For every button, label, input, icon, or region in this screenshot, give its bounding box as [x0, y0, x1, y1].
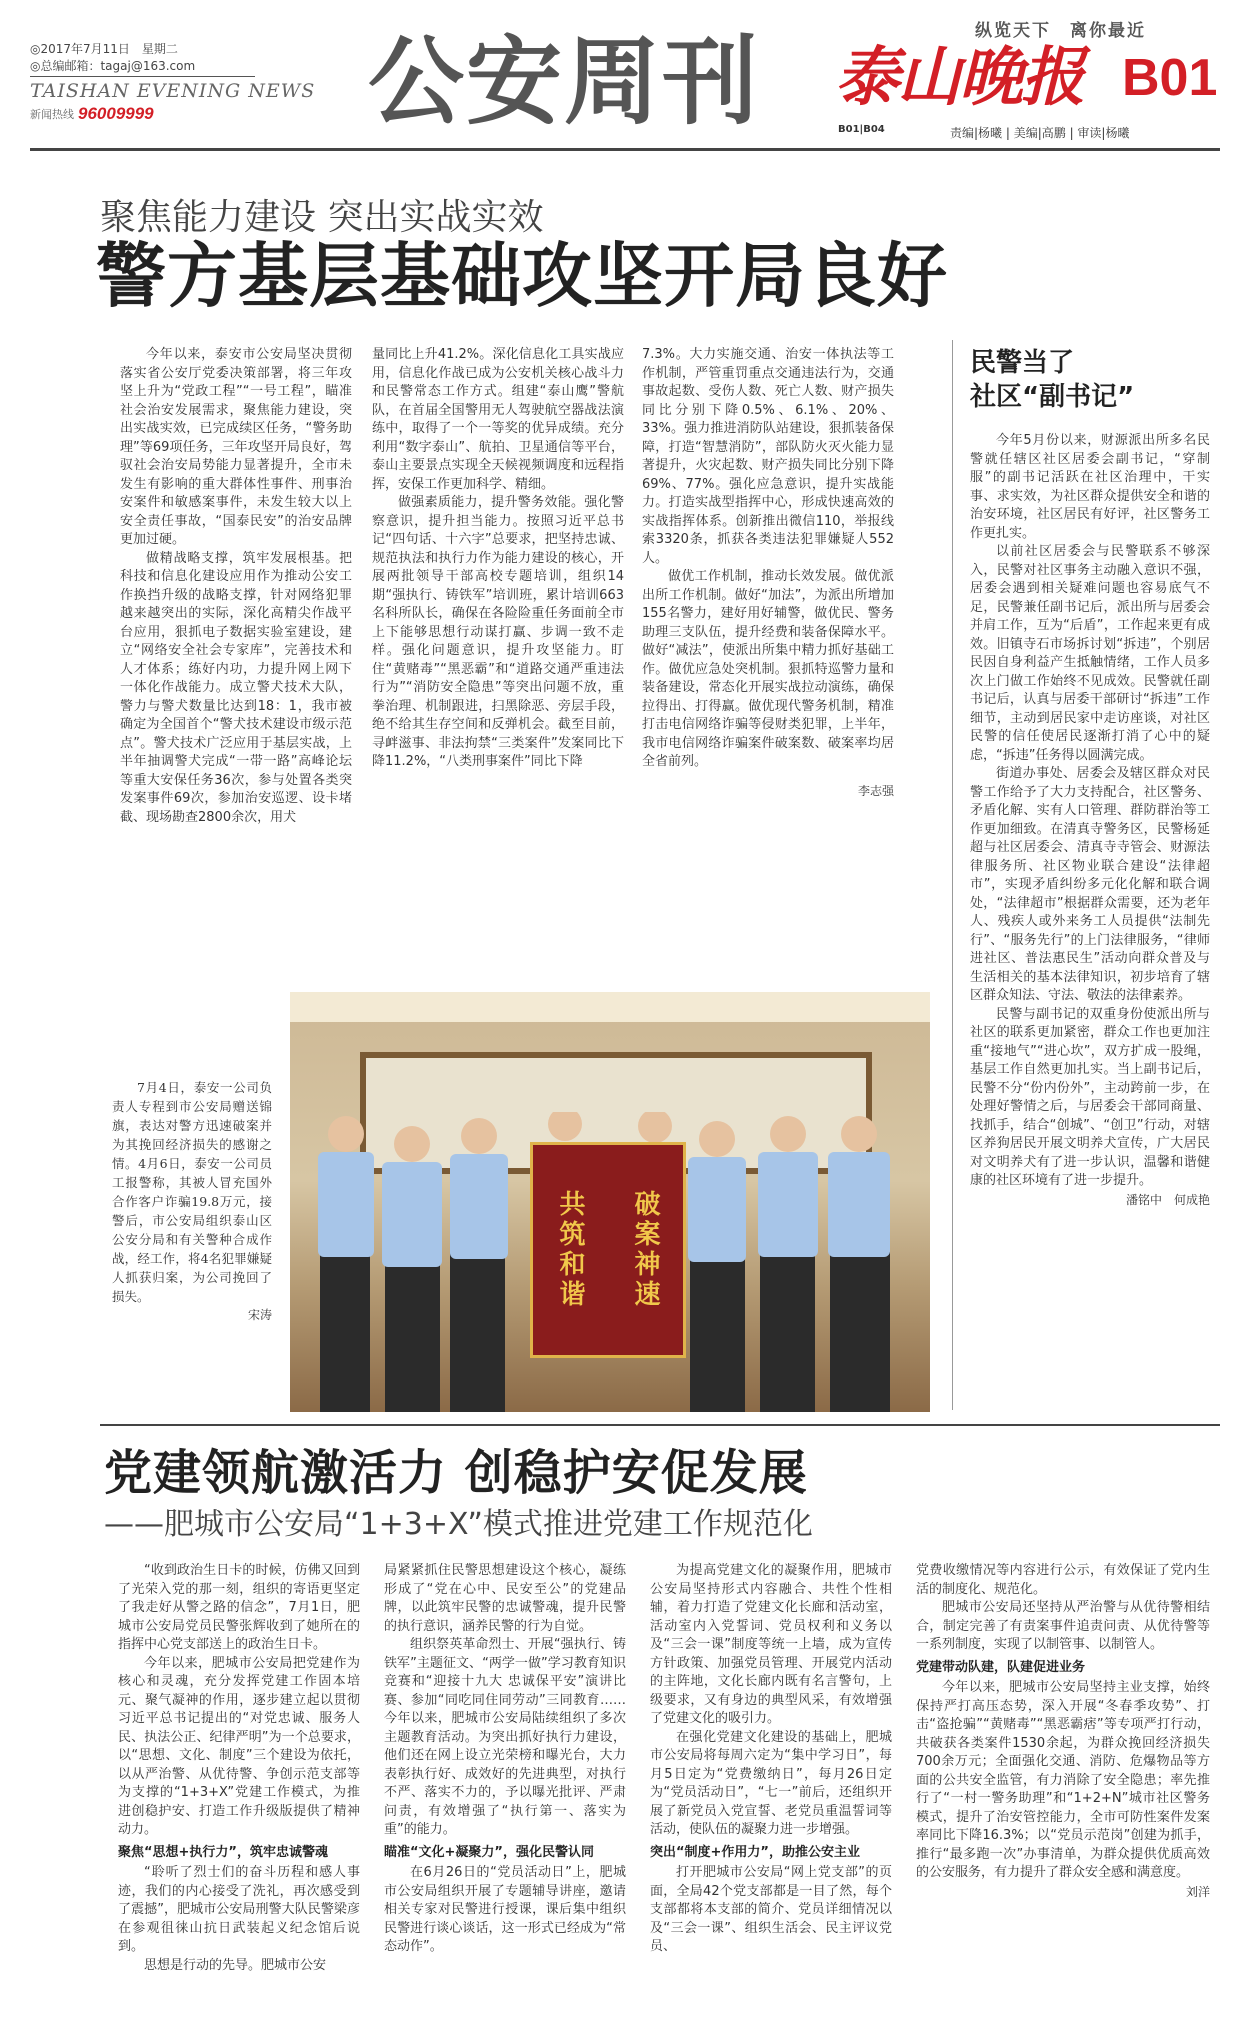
lead-column-3 — [642, 346, 894, 800]
sidebar-paragraph: 民警与副书记的双重身份使派出所与社区的联系更加紧密，群众工作也更加注重“接地气”“进心坎”，双方扩成一股绳，基层工作自然更加扎实。当上副书记后，民警不分“份内份外”，主动跨前一步，在处理好警情之后，与居委会干部同商量、找抓手，结合“创城”、“创卫”行动，对辖区养狗居民开展文明养犬宣传，广大居民对文明养犬有了进一步认识，温馨和谐健康的社区环境有了进一步提升。 — [970, 1006, 1210, 1188]
second-column-1 — [118, 1562, 360, 1975]
newspaper-logo: 泰山晚报 — [835, 40, 1083, 115]
second-paragraph: 今年以来，肥城市公安局坚持主业支撑，始终保持严打高压态势，深入开展“冬春季攻势”、打击“盗抢骗”“黄赌毒”“黑恶霸痞”等专项严打行动，共破获各类案件1530余起，为群众挽回经济损失700余万元；全面强化交通、消防、危爆物品等方面的公共安全监管，有力消除了安全隐患；率先推行了“一村一警务助理”和“1+2+N”城市社区警务模式，提升了治安管控能力，全市可防性案件发案率同比下降16.3%；以“党员示范岗”创建为抓手，推行“最多跑一次”办事清单，为群众提供优质高效的公安服务，有力提升了群众安全感和满意度。 — [916, 1680, 1210, 1880]
second-headline: 党建领航激活力 创稳护安促发展 — [104, 1445, 808, 1501]
banner-text-left: 共筑和谐 — [555, 1190, 585, 1310]
second-column-2 — [384, 1562, 626, 1957]
sidebar-byline: 潘铭中 何成艳 — [1125, 1192, 1210, 1207]
masthead — [0, 0, 1240, 150]
lead-headline: 警方基层基础攻坚开局良好 — [96, 235, 948, 317]
photo-byline: 宋涛 — [247, 1308, 272, 1322]
second-paragraph: 在强化党建文化建设的基础上，肥城市公安局将每周六定为“集中学习日”，每月5日定为“党费缴纳日”，每月26日定为“党员活动日”，“七一”前后，还组织开展了新党员入党宣誓、老党员重温誓词等活动，使队伍的凝聚力进一步增强。 — [650, 1729, 892, 1837]
second-subheading: 瞄准“文化+凝聚力”，强化民警认同 — [384, 1844, 594, 1860]
second-paragraph: “聆听了烈士们的奋斗历程和感人事迹，我们的内心接受了洗礼，再次感受到了震撼”，肥城市公安局刑警大队民警梁彦在参观徂徕山抗日武装起义纪念馆后说到。 — [118, 1865, 360, 1954]
section-title: 公安周刊 — [368, 26, 760, 138]
second-subheading: 聚焦“思想+执行力”，筑牢忠诚警魂 — [118, 1844, 328, 1860]
hotline-box — [30, 104, 154, 124]
edition-range: B01|B04 — [838, 124, 885, 135]
page-number: B01 — [1122, 49, 1218, 107]
lead-paragraph: 做优工作机制，推动长效发展。做优派出所工作机制。做好“加法”，为派出所增加155名警力，建好用好辅警，做优民、警务助理三支队伍，提升经费和装备保障水平。做好“减法”，使派出所集中精力抓好基础工作。做优应急处突机制。狠抓特巡警力量和装备建设，常态化开展实战拉动演练，确保拉得出、打得赢。做优现代警务机制，精准打击电信网络诈骗等侵财类犯罪，上半年，我市电信网络诈骗案件破案数、破案率均居全省前列。 — [642, 569, 894, 769]
second-paragraph: 为提高党建文化的凝聚作用，肥城市公安局坚持形式内容融合、共性个性相辅，着力打造了党建文化长廊和活动室，活动室内入党誓词、党员权利和义务以及“三会一课”制度等统一上墙，成为宣传方针政策、加强党员管理、开展党内活动的主阵地，文化长廊内既有名言警句，上级要求，又有身边的典型风采，有效增强了党建文化的吸引力。 — [650, 1563, 892, 1726]
sidebar-paragraph: 今年5月份以来，财源派出所多名民警就任辖区社区居委会副书记，“穿制服”的副书记活跃在社区治理中，干实事、求实效，为社区群众提供安全和谐的治安环境，社区居民有好评，社区警务工作更扎实。 — [970, 433, 1210, 541]
masthead-left-rule — [30, 76, 255, 77]
second-paragraph: 组织祭英革命烈士、开展“强执行、铸铁军”主题征文、“两学一做”学习教育知识竞赛和“迎接十九大 忠诚保平安”演讲比赛、参加“同吃同住同劳动”三同教育……今年以来，肥城市公安局陆续组织了多次主题教育活动。为突出抓好执行力建设，他们还在网上设立光荣榜和曝光台，大力表彰执行好、成效好的先进典型，对执行不严、落实不力的，予以曝光批评、严肃问责，有效增强了“执行第一、落实为重”的能力。 — [384, 1637, 626, 1837]
hotline-label: 新闻热线 — [30, 108, 74, 121]
second-paragraph: 今年以来，肥城市公安局把党建作为核心和灵魂，充分发挥党建工作固本培元、聚气凝神的作用，逐步建立起以贯彻习近平总书记提出的“对党忠诚、服务人民、执法公正、纪律严明”为一个总要求，以“思想、文化、制度”三个建设为依托，以从严治警、从优待警、争创示范支部等为支撑的“1+3+X”党建工作模式，为推进创稳护安、打造工作升级版提供了精神动力。 — [118, 1655, 360, 1837]
masthead-rule — [30, 148, 1220, 151]
slogan: 纵览天下 离你最近 — [975, 21, 1146, 41]
second-column-4 — [916, 1562, 1210, 1901]
second-column-3 — [650, 1562, 892, 1957]
sidebar-body — [970, 432, 1210, 1209]
lead-paragraph: 7.3%。大力实施交通、治安一体执法等工作机制，严管重罚重点交通违法行为，交通事故起数、受伤人数、死亡人数、财产损失同比分别下降0.5%、6.1%、20%、33%。强力推进消防队站建设，狠抓装备保障，打造“智慧消防”，部队防火灭火能力显著提升，火灾起数、财产损失同比分别下降69%、77%。强化应急意识，提升实战能力。打造实战型指挥中心，形成快速高效的实战指挥体系。创新推出微信110，举报线索3320条，抓获各类违法犯罪嫌疑人552人。 — [642, 347, 894, 566]
second-paragraph: 肥城市公安局还坚持从严治警与从优待警相结合，制定完善了有责案事件追责问责、从优待警等一系列制度，实现了以制管事、以制管人。 — [916, 1600, 1210, 1652]
sidebar-paragraph: 以前社区居委会与民警联系不够深入，民警对社区事务主动融入意识不强，居委会遇到相关疑难问题也容易底气不足，民警兼任副书记后，派出所与居委会并肩工作，互为“后盾”，工作起来更有成效。旧镇寺石市场拆讨划“拆违”，个别居民因自身利益产生抵触情绪，工作人员多次上门做工作始终不见成效。民警就任副书记后，认真与居委干部研讨“拆违”工作细节，主动到居民家中走访座谈，对社区民警的信任使居民逐渐打消了心中的疑虑，“拆违”任务得以圆满完成。 — [970, 544, 1210, 763]
hotline-number: 96009999 — [78, 104, 154, 123]
second-subheading: 党建带动队建，队建促进业务 — [916, 1659, 1086, 1675]
second-paragraph: “收到政治生日卡的时候，仿佛又回到了光荣入党的那一刻，组织的寄语更坚定了我走好从警之路的信念”，7月1日，肥城市公安局党员民警张辉收到了她所在的指挥中心党支部送上的政治生日卡。 — [118, 1563, 360, 1652]
lead-paragraph: 做强素质能力，提升警务效能。强化警察意识，提升担当能力。按照习近平总书记“四句话、十六字”总要求，把坚持忠诚、规范执法和执行力作为能力建设的核心，开展两批领导干部高校专题培训，组织14期“强执行、铸铁军”培训班，累计培训663名科所队长，确保在各险险重任务面前全市上下能够思想行动谋打赢、步调一致不走样。强化问题意识，提升攻坚能力。盯住“黄赌毒”“黑恶霸”和“道路交通严重违法行为”“消防安全隐患”等突出问题不放，重拳治理、机制跟进，扫黑除恶、旁层手段，绝不给其生存空间和反弹机会。截至目前，寻衅滋事、非法拘禁“三类案件”发案同比下降11.2%，“八类刑事案件”同比下降 — [372, 495, 624, 769]
second-story-top-rule — [100, 1424, 1220, 1426]
lead-byline: 李志强 — [857, 783, 894, 798]
second-subhead: ——肥城市公安局“1+3+X”模式推进党建工作规范化 — [104, 1507, 813, 1542]
sidebar-divider — [952, 340, 953, 1410]
sidebar-paragraph: 街道办事处、居委会及辖区群众对民警工作给予了大力支持配合，社区警务、矛盾化解、实有人口管理、群防群治等工作更加细致。在清真寺警务区，民警杨延超与社区居委会、清真寺寺管会、财源法律服务所、社区物业联合建设“法律超市”，实现矛盾纠纷多元化化解和联合调处，“法律超市”根据群众需要，还为老年人、残疾人或外来务工人员提供“法制先行”、“服务先行”的上门法律服务，“律师进社区、普法惠民生”活动向群众普及与生活相关的基本法律知识，初步培育了辖区群众知法、守法、敬法的法律素养。 — [970, 766, 1210, 1003]
photo-caption-text: 7月4日，泰安一公司负责人专程到市公安局赠送锦旗，表达对警方迅速破案并为其挽回经济损失的感谢之情。4月6日，泰安一公司员工报警称，其被人冒充国外合作客户诈骗19.8万元，接警后，市公安局组织泰山区公安分局和有关警种合成作战，经工作，将4名犯罪嫌疑人抓获归案，为公司挽回了损失。 — [112, 1080, 272, 1304]
second-paragraph: 打开肥城市公安局“网上党支部”的页面，全局42个党支部都是一目了然，每个支部都将本支部的简介、党员详细情况以及“三会一课”、组织生活会、民主评议党员、 — [650, 1865, 892, 1954]
lead-column-2 — [372, 346, 624, 772]
photo-caption — [112, 1078, 272, 1325]
silk-banner — [530, 1142, 686, 1358]
second-paragraph: 在6月26日的“党员活动日”上，肥城市公安局组织开展了专题辅导讲座，邀请相关专家对民警进行授课，课后集中组织民警进行谈心谈话，这一形式已经成为“常态动作”。 — [384, 1865, 626, 1954]
ceiling-light — [290, 992, 930, 1022]
second-paragraph: 思想是行动的先导。肥城市公安 — [144, 1957, 327, 1973]
brand-english: TAISHAN EVENING NEWS — [30, 80, 316, 102]
editor-email: ◎总编邮箱：tagaj@163.com — [30, 59, 196, 73]
second-subheading: 突出“制度+作用力”，助推公安主业 — [650, 1844, 860, 1860]
lead-paragraph: 量同比上升41.2%。深化信息化工具实战应用，信息化作战已成为公安机关核心战斗力和民警常态工作方式。组建“泰山鹰”警航队，在首届全国警用无人驾驶航空器战法演练中，取得了一个一等奖的优异成绩。充分利用“数字泰山”、航拍、卫星通信等平台，泰山主要景点实现全天候视频调度和远程指挥，安保工作更加科学、精细。 — [372, 347, 624, 492]
lead-paragraph: 今年以来，泰安市公安局坚决贯彻落实省公安厅党委决策部署，将三年攻坚上升为“党政工程”“一号工程”，瞄准社会治安发展需求，聚焦能力建设，突出实战实效，已完成续区任务，“警务助理”等69项任务，三年攻坚开局良好，驾驭社会治安局势能力显著提升，全市未发生有影响的重大群体性事件、刑事治安案件和敏感案事件，未发生较大以上安全责任事故，“国泰民安”的治安品牌更加过硬。 — [120, 347, 352, 547]
sidebar-title-line1: 民警当了 — [970, 348, 1075, 378]
lead-paragraph: 做精战略支撑，筑牢发展根基。把科技和信息化建设应用作为推动公安工作换挡升级的战略支撑，针对网络犯罪越来越突出的实际，深化高精尖作战平台应用，狠抓电子数据实验室建设，建立“网络安全社会专家库”，完善技术和人才体系；练好内功，力提升网上网下一体化作战能力。成立警犬技术大队，警力与警犬数量比达到18：1，我市被确定为全国首个“警犬技术建设市级示范点”。警犬技术广泛应用于基层实战，上半年抽调警犬完成“一带一路”高峰论坛等重大安保任务36次，参与处置各类突发案事件69次，参加治安巡逻、设卡堵截、现场勘查2800余次，用犬 — [120, 550, 352, 825]
issue-date: ◎2017年7月11日 星期二 — [30, 42, 178, 56]
second-paragraph: 党费收缴情况等内容进行公示，有效保证了党内生活的制度化、规范化。 — [916, 1563, 1210, 1597]
second-byline: 刘洋 — [1185, 1884, 1210, 1899]
sidebar-title — [970, 346, 1134, 414]
news-photo — [290, 992, 930, 1412]
banner-text-right: 破案神速 — [630, 1190, 660, 1310]
lead-kicker: 聚焦能力建设 突出实战实效 — [100, 197, 544, 238]
sidebar-title-line2: 社区“副书记” — [970, 382, 1135, 412]
lead-column-1 — [120, 346, 352, 827]
second-paragraph: 局紧紧抓住民警思想建设这个核心，凝练形成了“党在心中、民安至公”的党建品牌，以此筑牢民警的忠诚警魂，提升民警的执行意识，涵养民警的行为自觉。 — [384, 1563, 626, 1634]
editors-line: 责编|杨曦 | 美编|高鹏 | 审读|杨曦 — [950, 126, 1130, 140]
